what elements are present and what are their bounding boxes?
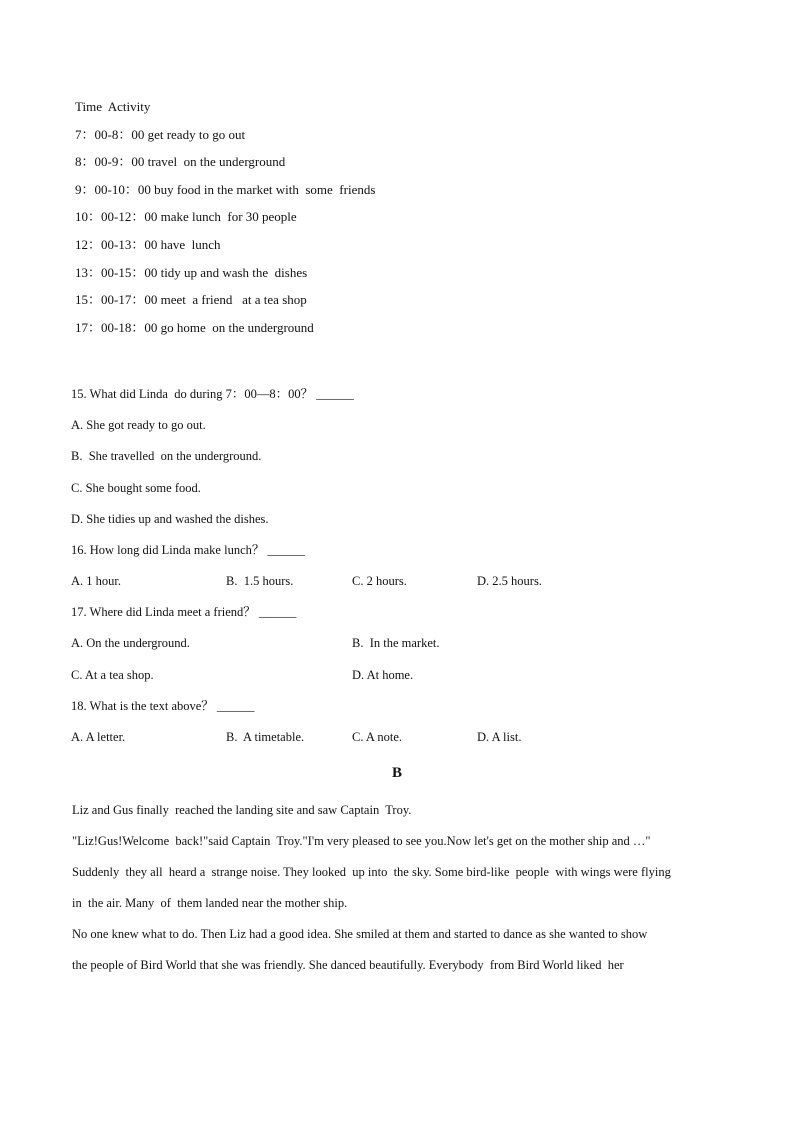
timetable-row: 12：00-13：00 have lunch [75, 236, 221, 252]
passage-line: Suddenly they all heard a strange noise. They looked up into the sky. Some bird-like people with wings were flying [72, 865, 671, 879]
question-15-option-c: C. She bought some food. [71, 481, 201, 495]
question-17-option-b: B. In the market. [352, 636, 440, 650]
question-18-stem: 18. What is the text above？ ______ [71, 699, 255, 713]
question-16-option-d: D. 2.5 hours. [477, 574, 542, 588]
timetable-row: 13：00-15：00 tidy up and wash the dishes [75, 264, 308, 280]
question-16-option-a: A. 1 hour. [71, 574, 121, 588]
question-17-option-c: C. At a tea shop. [71, 668, 154, 682]
timetable-row: 15：00-17：00 meet a friend at a tea shop [75, 292, 307, 308]
question-17-option-a: A. On the underground. [71, 636, 190, 650]
question-17-option-d: D. At home. [352, 668, 414, 682]
passage-line: the people of Bird World that she was friendly. She danced beautifully. Everybody from Bird World liked her [72, 958, 624, 972]
timetable-row: 17：00-18：00 go home on the underground [75, 319, 314, 335]
reading-passage [72, 800, 722, 986]
question-16-stem: 16. How long did Linda make lunch？ ______ [71, 543, 305, 557]
timetable-row: 8：00-9：00 travel on the underground [75, 154, 286, 170]
question-16-option-c: C. 2 hours. [352, 574, 407, 588]
passage-line: No one knew what to do. Then Liz had a good idea. She smiled at them and started to dance as she wanted to show [72, 927, 648, 941]
question-18-option-b: B. A timetable. [226, 730, 305, 744]
passage-line: "Liz!Gus!Welcome back!"said Captain Troy."I'm very pleased to see you.Now let's get on the mother ship and …" [72, 834, 651, 848]
question-17-stem: 17. Where did Linda meet a friend？ ______ [71, 605, 297, 619]
timetable-row: 9：00-10：00 buy food in the market with some friends [75, 181, 376, 197]
question-15-option-b: B. She travelled on the underground. [71, 449, 262, 463]
question-15-option-a: A. She got ready to go out. [71, 418, 206, 432]
section-heading: B [391, 765, 402, 781]
question-16-option-b: B. 1.5 hours. [226, 574, 294, 588]
question-15-stem: 15. What did Linda do during 7：00—8：00？ ______ [71, 387, 354, 401]
question-18-option-c: C. A note. [352, 730, 403, 744]
question-18-option-d: D. A list. [477, 730, 522, 744]
question-18-option-a: A. A letter. [71, 730, 126, 744]
timetable-row: 7：00-8：00 get ready to go out [75, 126, 246, 142]
timetable-header: Time Activity [75, 99, 151, 114]
passage-line: Liz and Gus finally reached the landing site and saw Captain Troy. [72, 803, 412, 817]
passage-line: in the air. Many of them landed near the mother ship. [72, 896, 348, 910]
timetable [75, 98, 375, 346]
timetable-row: 10：00-12：00 make lunch for 30 people [75, 209, 297, 225]
question-15-option-d: D. She tidies up and washed the dishes. [71, 512, 269, 526]
